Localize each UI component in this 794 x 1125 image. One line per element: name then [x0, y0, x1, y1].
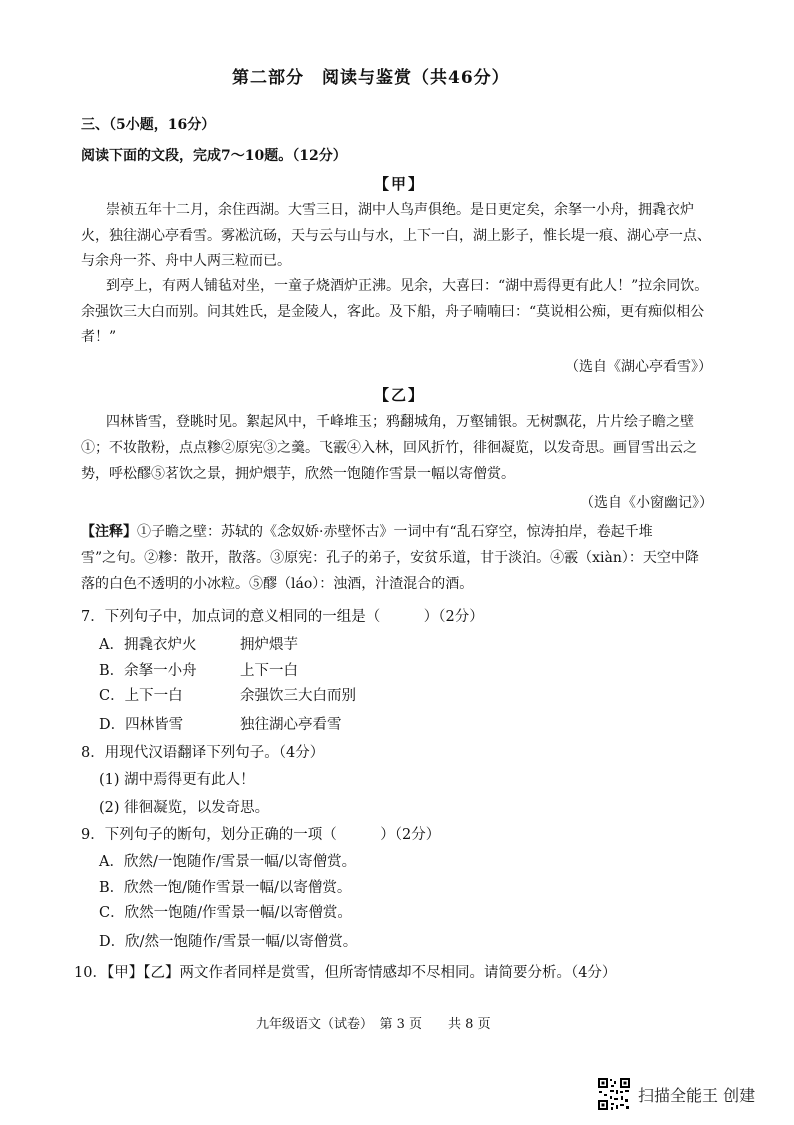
question-9-option: A．欣然/一饱随作/雪景一幅/以寄僧赏。: [99, 854, 357, 870]
passage-yi-line: ①；不妆散粉，点点糁②原宪③之羹。飞霰④入林，回风折竹，徘徊凝览，以发奇思。画冒雪出云之: [81, 440, 697, 456]
passage-yi-line: 四林皆雪，登眺时见。絮起风中，千峰堆玉；鸦翻城角，万壑铺银。无树飘花，片片绘子瞻之壁: [106, 414, 694, 430]
passage-jia-line: 到亭上，有两人铺毡对坐，一童子烧酒炉正沸。见余，大喜曰：“湖中焉得更有此人！”拉余同饮。: [106, 278, 709, 294]
question-9-option: D．欣/然一饱随作/雪景一幅/以寄僧赏。: [99, 934, 358, 950]
question-7-stem: 7．下列句子中，加点词的意义相同的一组是（ ）（2分）: [81, 609, 484, 625]
qr-code-icon: [597, 1077, 631, 1111]
passage-jia-line: 者！”: [81, 329, 117, 345]
notes-label: 【注释】: [81, 524, 137, 540]
passage-yi-source: （选自《小窗幽记》）: [580, 495, 713, 511]
passage-yi-line: 势，呼松醪⑤茗饮之景，拥炉煨芋，欣然一饱随作雪景一幅以寄僧赏。: [81, 466, 515, 482]
question-7-option-pair: 拥炉煨芋: [240, 637, 298, 653]
question-9-option: C．欣然一饱随/作雪景一幅/以寄僧赏。: [99, 905, 352, 921]
question-9-option: B．欣然一饱/随作雪景一幅/以寄僧赏。: [99, 880, 352, 896]
watermark-text: 扫描全能王 创建: [638, 1086, 756, 1105]
passage-jia-line: 余强饮三大白而别。问其姓氏，是金陵人，客此。及下船，舟子喃喃曰：“莫说相公痴，更有痴似相公: [81, 304, 705, 320]
reading-instruction: 阅读下面的文段，完成7～10题。（12分）: [81, 148, 347, 164]
passage-jia-line: 崇祯五年十二月，余住西湖。大雪三日，湖中人鸟声俱绝。是日更定矣，余拏一小舟，拥毳衣炉: [106, 202, 694, 218]
question-8-item: (1) 湖中焉得更有此人！: [99, 772, 255, 788]
passage-jia-line: 与余舟一芥、舟中人两三粒而已。: [81, 253, 291, 269]
passage-jia-source: （选自《湖心亭看雪》）: [565, 359, 712, 375]
question-8-stem: 8．用现代汉语翻译下列句子。（4分）: [81, 745, 325, 761]
question-7-option: C．上下一白: [99, 688, 183, 704]
notes-line: 落的白色不透明的小冰粒。⑤醪（láo）：浊酒，汁渣混合的酒。: [81, 576, 474, 592]
notes-text: ①子瞻之壁：苏轼的《念奴娇·赤壁怀古》一词中有“乱石穿空，惊涛拍岸，卷起千堆: [137, 524, 653, 540]
question-7-option: B．余拏一小舟: [99, 663, 197, 679]
section-heading: 三、（5小题，16分）: [81, 117, 216, 133]
question-10-stem: 10．【甲】【乙】两文作者同样是赏雪，但所寄情感却不尽相同。请简要分析。（4分）: [74, 965, 617, 981]
question-7-option-pair: 上下一白: [240, 663, 298, 679]
question-8-item: (2) 徘徊凝览，以发奇思。: [99, 800, 270, 816]
notes-line: 雪”之句。②糁：散开，散落。③原宪：孔子的弟子，安贫乐道，甘于淡泊。④霰（xiàn）：天空中降: [81, 550, 699, 566]
question-7-option-pair: 余强饮三大白而别: [240, 688, 356, 704]
question-9-stem: 9．下列句子的断句，划分正确的一项（ ）（2分）: [81, 827, 441, 843]
notes-line: [81, 521, 653, 541]
question-7-option: A．拥毳衣炉火: [99, 637, 197, 653]
question-7-option: D．四林皆雪: [99, 717, 184, 733]
passage-jia-line: 火，独往湖心亭看雪。雾凇沆砀，天与云与山与水，上下一白，湖上影子，惟长堤一痕、湖心亭一点、: [81, 228, 711, 244]
page-title: 第二部分 阅读与鉴赏（共46分）: [232, 68, 510, 88]
passage-yi-heading: 【乙】: [374, 386, 426, 404]
question-7-option-pair: 独往湖心亭看雪: [240, 717, 342, 733]
passage-jia-heading: 【甲】: [374, 175, 426, 193]
page-footer: 九年级语文（试卷） 第 3 页 共 8 页: [256, 1017, 491, 1032]
